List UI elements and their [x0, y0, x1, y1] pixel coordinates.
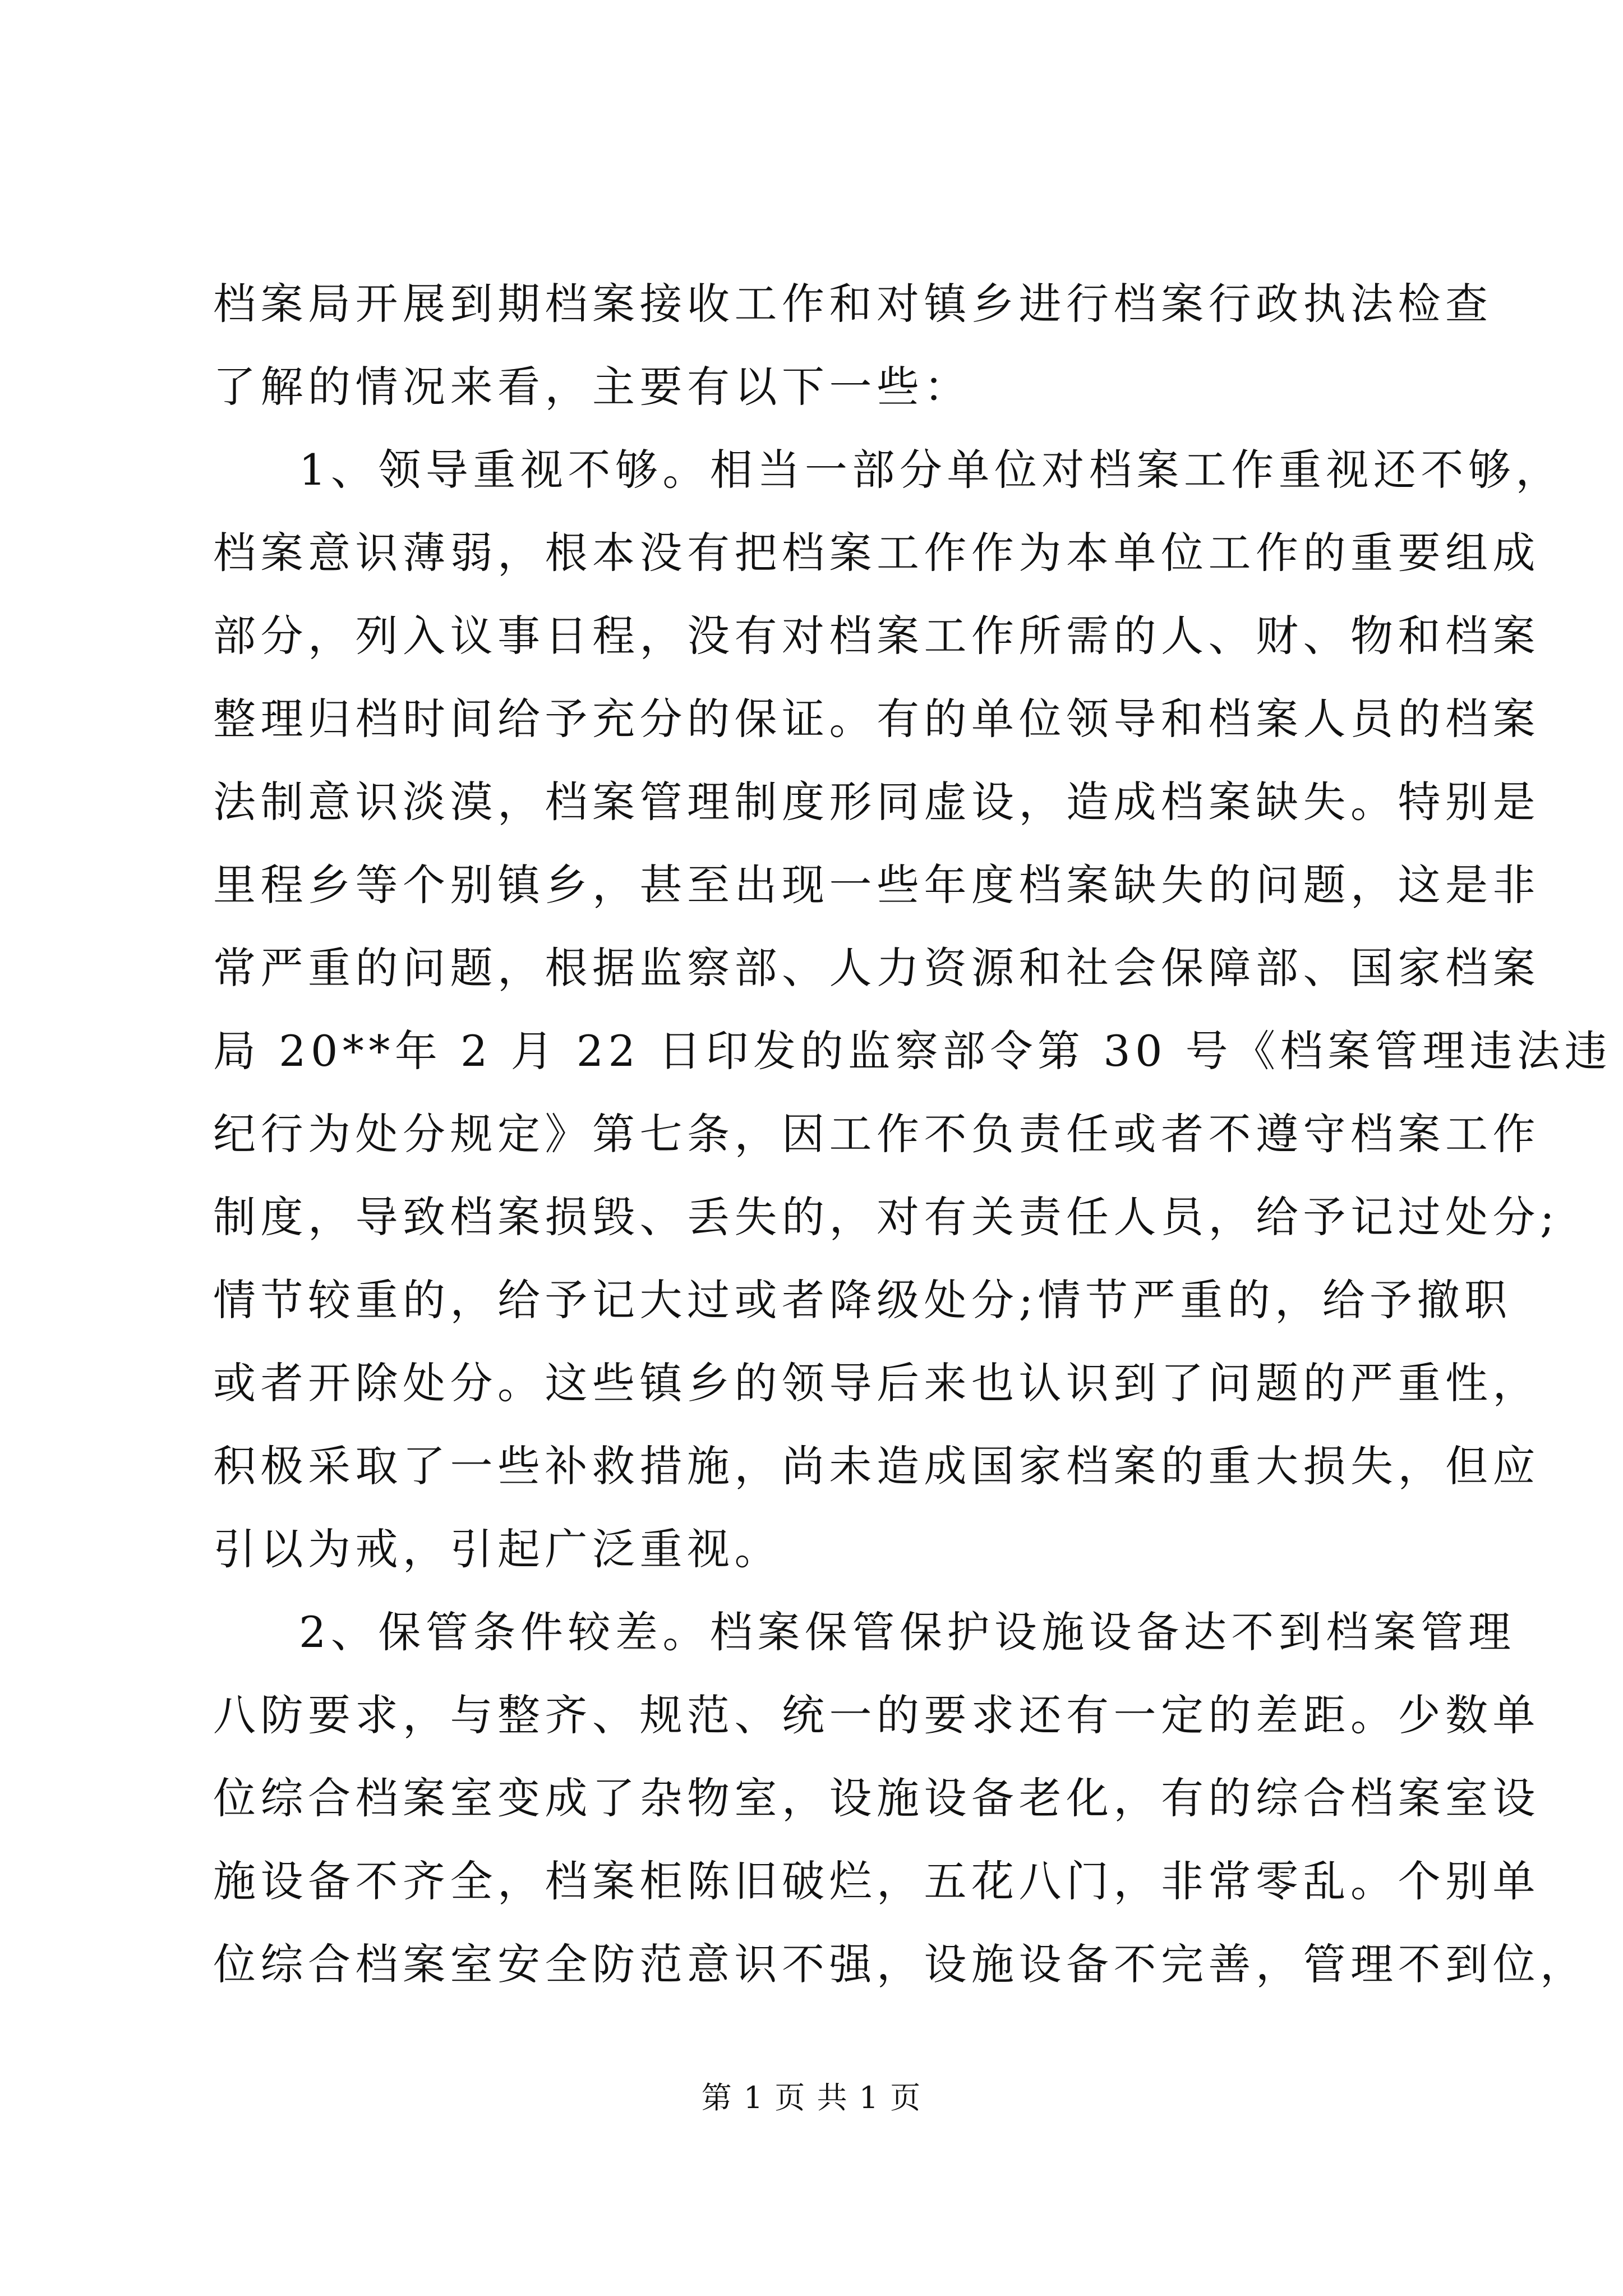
- text-line: 纪行为处分规定》第七条，因工作不负责任或者不遵守档案工作: [213, 1109, 1540, 1159]
- text-line: 常严重的问题，根据监察部、人力资源和社会保障部、国家档案: [213, 943, 1540, 993]
- text-line: 里程乡等个别镇乡，甚至出现一些年度档案缺失的问题，这是非: [213, 860, 1540, 910]
- text-line: 局 20**年 2 月 22 日印发的监察部令第 30 号《档案管理违法违: [213, 1026, 1612, 1076]
- text-line: 了解的情况来看，主要有以下一些：: [213, 362, 971, 412]
- text-line: 位综合档案室安全防范意识不强，设施设备不完善，管理不到位，: [213, 1939, 1588, 1989]
- text-line: 整理归档时间给予充分的保证。有的单位领导和档案人员的档案: [213, 694, 1540, 744]
- text-line: 法制意识淡漠，档案管理制度形同虚设，造成档案缺失。特别是: [213, 777, 1540, 827]
- paragraph-1-start: 1、领导重视不够。相当一部分单位对档案工作重视还不够，: [299, 445, 1563, 495]
- text-line: 档案意识薄弱，根本没有把档案工作作为本单位工作的重要组成: [213, 528, 1540, 578]
- text-line: 位综合档案室变成了杂物室，设施设备老化，有的综合档案室设: [213, 1773, 1540, 1823]
- text-line: 引以为戒，引起广泛重视。: [213, 1524, 782, 1574]
- page-number-label: 第 1 页 共 1 页: [701, 2080, 922, 2115]
- text-line: 部分，列入议事日程，没有对档案工作所需的人、财、物和档案: [213, 611, 1540, 661]
- paragraph-2-start: 2、保管条件较差。档案保管保护设施设备达不到档案管理: [299, 1607, 1516, 1657]
- text-line: 八防要求，与整齐、规范、统一的要求还有一定的差距。少数单: [213, 1690, 1540, 1740]
- text-line: 制度，导致档案损毁、丢失的，对有关责任人员，给予记过处分;: [213, 1192, 1560, 1242]
- text-line: 档案局开展到期档案接收工作和对镇乡进行档案行政执法检查: [213, 279, 1493, 329]
- text-line: 情节较重的，给予记大过或者降级处分;情节严重的，给予撤职: [213, 1275, 1512, 1325]
- body-text: [213, 263, 1612, 2006]
- text-line: 积极采取了一些补救措施，尚未造成国家档案的重大损失，但应: [213, 1441, 1540, 1491]
- text-line: 或者开除处分。这些镇乡的领导后来也认识到了问题的严重性，: [213, 1358, 1540, 1408]
- text-line: 施设备不齐全，档案柜陈旧破烂，五花八门，非常零乱。个别单: [213, 1856, 1540, 1906]
- page-footer: [0, 2078, 1623, 2118]
